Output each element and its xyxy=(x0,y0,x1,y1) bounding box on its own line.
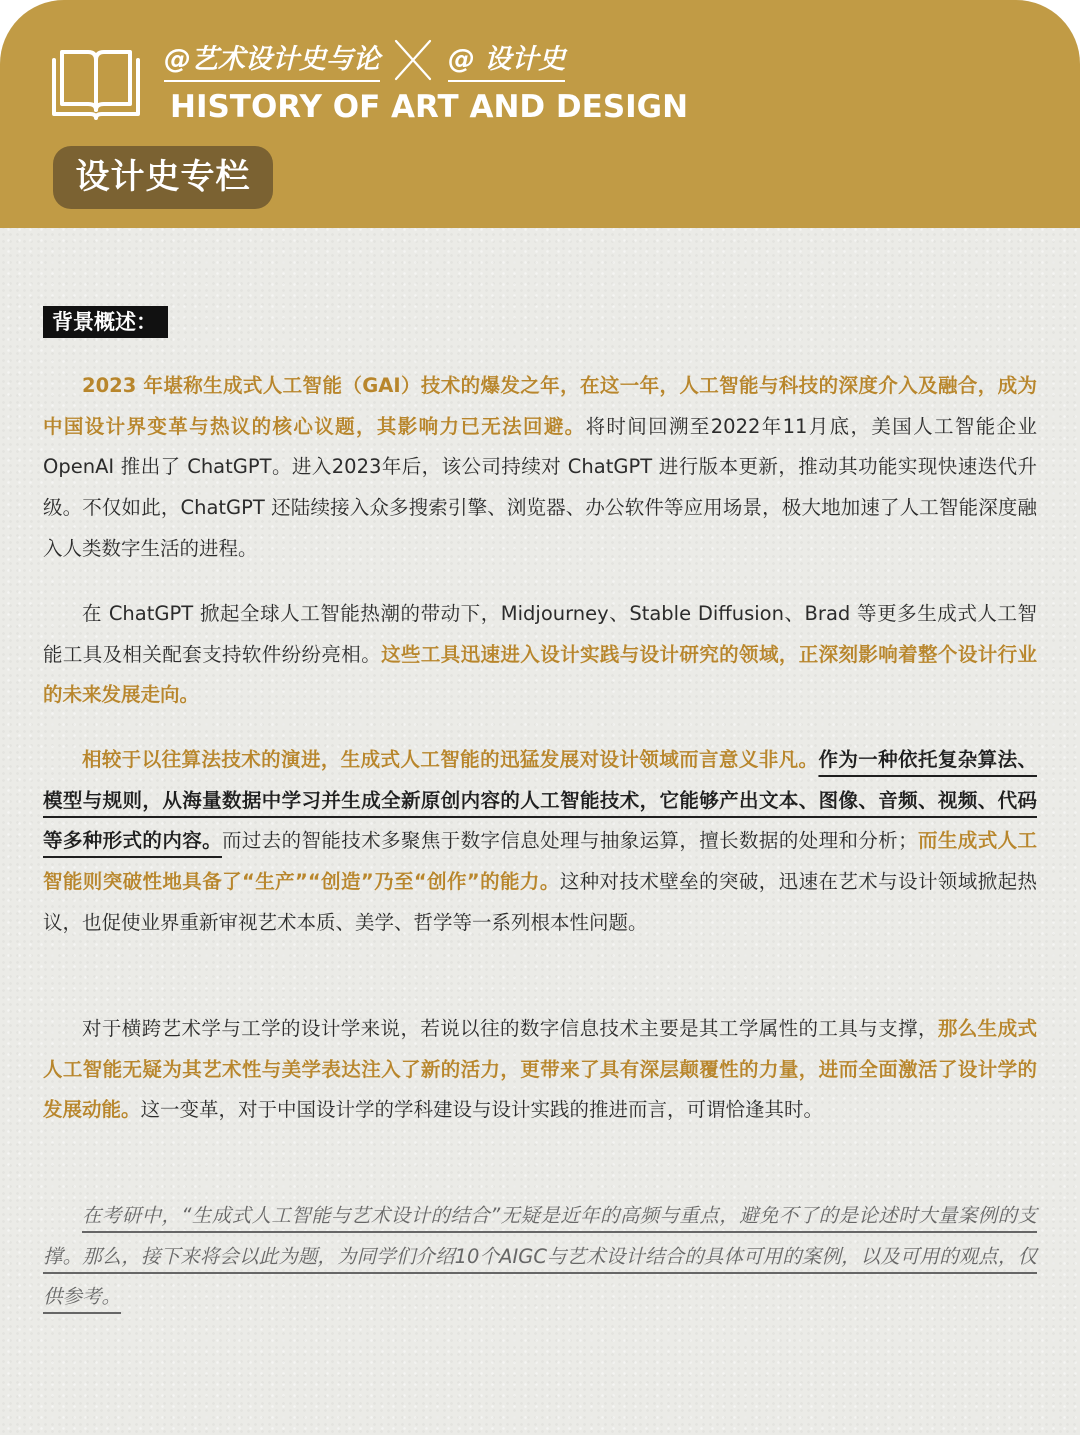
highlight-text: 相较于以往算法技术的演进，生成式人工智能的迅猛发展对设计领域而言意义非凡。 xyxy=(82,748,819,771)
section-label-background: 背景概述： xyxy=(43,306,168,338)
header-banner xyxy=(0,0,1080,228)
body-text: 在 ChatGPT 掀起全球人工智能热潮的带动下，Midjourney、Stable Diffusion、Brad 等更多生成式人工智能工具及相关配套支持软件纷纷亮相。 xyxy=(43,602,1037,666)
body-text: 这种对技术壁垒的突破，迅速在艺术与设计领域掀起热议，也促使业界重新审视艺术本质、美学、哲学等一系列根本性问题。 xyxy=(43,870,1037,934)
italic-note-text: 在考研中，“生成式人工智能与艺术设计的结合”无疑是近年的高频与重点，避免不了的是论述时大量案例的支撑。那么，接下来将会以此为题，为同学们介绍10个AIGC与艺术设计结合的具体可用的案例，以及可用的观点，仅供参考。 xyxy=(43,1204,1037,1309)
handle-design-history: @ 设计史 xyxy=(448,42,565,82)
cross-icon xyxy=(392,38,434,82)
paragraph-5-note xyxy=(43,1196,1037,1318)
handle-art-design-history: @艺术设计史与论 xyxy=(164,42,380,82)
highlight-text: 这些工具迅速进入设计实践与设计研究的领域，正深刻影响着整个设计行业的未来发展走向。 xyxy=(43,642,1037,707)
highlight-text: 而生成式人工智能则突破性地具备了“生产”“创造”乃至“创作”的能力。 xyxy=(43,829,1037,894)
paragraph-2 xyxy=(43,594,1037,716)
body-text: 这一变革，对于中国设计学的学科建设与设计实践的推进而言，可谓恰逢其时。 xyxy=(140,1098,824,1122)
paragraph-3 xyxy=(43,740,1037,944)
highlight-text: 那么生成式人工智能无疑为其艺术性与美学表达注入了新的活力，更带来了具有深层颠覆性的力量，进而全面激活了设计学的发展动能。 xyxy=(43,1017,1037,1122)
book-icon xyxy=(50,44,142,122)
body-text: 而过去的智能技术多聚焦于数字信息处理与抽象运算，擅长数据的处理和分析； xyxy=(221,829,918,853)
body-text: 将时间回溯至2022年11月底，美国人工智能企业 OpenAI 推出了 ChatGPT。进入2023年后，该公司持续对 ChatGPT 进行版本更新，推动其功能实现快速迭代升级。不仅如此，ChatGPT 还陆续接入众多搜索引擎、浏览器、办公软件等应用场景，极大地加速了人工智能深度融入人类数字生活的进程。 xyxy=(43,414,1037,560)
body-text: 对于横跨艺术学与工学的设计学来说，若说以往的数字信息技术主要是其工学属性的工具与支撑， xyxy=(82,1017,938,1040)
english-title: HISTORY OF ART AND DESIGN xyxy=(170,89,689,125)
highlight-text: 2023 年堪称生成式人工智能（GAI）技术的爆发之年，在这一年，人工智能与科技的深度介入及融合，成为中国设计界变革与热议的核心议题，其影响力已无法回避。 xyxy=(43,374,1037,438)
column-badge: 设计史专栏 xyxy=(53,146,273,209)
paragraph-1 xyxy=(43,366,1037,570)
underlined-text: 作为一种依托复杂算法、模型与规则，从海量数据中学习并生成全新原创内容的人工智能技术，它能够产出文本、图像、音频、视频、代码等多种形式的内容。 xyxy=(43,748,1037,853)
paragraph-4 xyxy=(43,1009,1037,1131)
